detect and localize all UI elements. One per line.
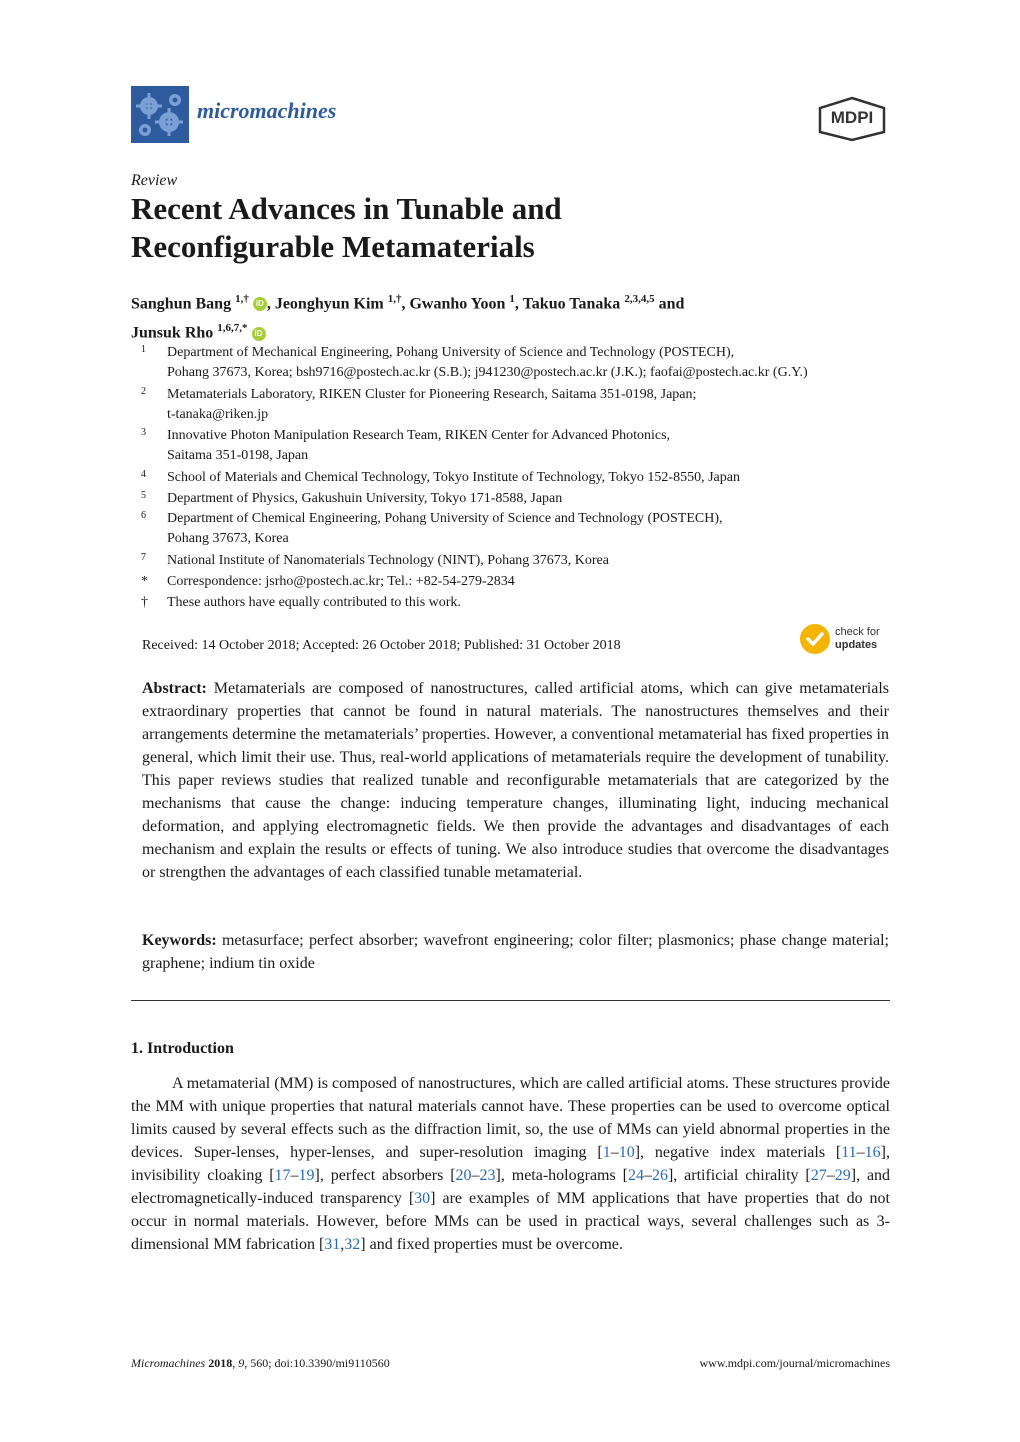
publication-dates: Received: 14 October 2018; Accepted: 26 October 2018; Published: 31 October 2018: [142, 638, 621, 653]
author-sep: ,: [514, 295, 523, 313]
affiliation-mark: 4: [141, 469, 146, 480]
check-line-2: updates: [835, 639, 878, 651]
citation-link[interactable]: 31: [324, 1236, 341, 1253]
mdpi-logo: [816, 96, 888, 142]
mdpi-logo-text: MDPI: [830, 108, 874, 127]
affiliation-5: [131, 489, 891, 509]
affiliation-7: [131, 551, 891, 571]
citation-link[interactable]: 32: [344, 1236, 361, 1253]
affiliation-line: These authors have equally contributed to this work.: [167, 595, 461, 610]
affiliation-line: t-tanaka@riken.jp: [167, 407, 269, 422]
affiliation-6: [131, 509, 891, 550]
affiliation-mark: 5: [141, 490, 146, 501]
citation-link[interactable]: 1: [602, 1144, 611, 1161]
affiliation-mark: 2: [141, 386, 146, 397]
author-name: Gwanho Yoon: [409, 295, 506, 313]
footer-doi: , 560; doi:10.3390/mi9110560: [244, 1356, 390, 1370]
citation-link[interactable]: 29: [834, 1167, 851, 1184]
journal-logo: [131, 86, 189, 143]
orcid-icon[interactable]: iD: [253, 297, 267, 311]
intro-text: ] and fixed properties must be overcome.: [360, 1236, 623, 1253]
title-line-2: Reconfigurable Metamaterials: [131, 229, 535, 264]
affiliation-line: Pohang 37673, Korea: [167, 531, 289, 546]
author-name: Jeonghyun Kim: [274, 295, 384, 313]
affiliation-line: Department of Physics, Gakushuin University, Tokyo 171-8588, Japan: [167, 491, 563, 506]
citation-link[interactable]: 23: [479, 1167, 496, 1184]
affiliation-mark: 3: [141, 427, 146, 438]
gears-icon: [131, 86, 189, 143]
affiliation-line: Innovative Photon Manipulation Research Team, RIKEN Center for Advanced Photonics,: [167, 428, 671, 443]
intro-text: ], negative index materials [: [634, 1144, 842, 1161]
citation-link[interactable]: 11: [841, 1144, 857, 1161]
intro-text: A metamaterial (MM) is composed of nanostructures, which are called artificial atoms. These structures provide the MM with unique properties that natural materials cannot have. These properties can be used to overcome optical limits caused by several effects such as the diffraction limit, so, the use of MMs can yield abnormal properties in the devices. Super-lenses, hyper-lenses, and super-resolution imaging [: [131, 1075, 890, 1161]
affiliation-3: [131, 426, 891, 467]
section-heading: 1. Introduction: [131, 1040, 234, 1057]
citation-link[interactable]: 20: [455, 1167, 472, 1184]
citation-link[interactable]: 17: [274, 1167, 291, 1184]
journal-name: micromachines: [197, 98, 337, 123]
footer-journal: Micromachines: [131, 1356, 206, 1370]
article-type: Review: [131, 172, 178, 189]
citation-link[interactable]: 30: [414, 1190, 431, 1207]
intro-text: –: [643, 1167, 652, 1184]
citation-link[interactable]: 24: [627, 1167, 644, 1184]
affiliation-mark: 1: [141, 344, 146, 355]
intro-text: –: [610, 1144, 619, 1161]
section-divider: [131, 1000, 890, 1001]
intro-text: ], perfect absorbers [: [314, 1167, 456, 1184]
author-sep: and: [654, 295, 685, 313]
affiliation-mark: †: [141, 595, 148, 610]
intro-text: ], meta-holograms [: [495, 1167, 628, 1184]
keywords: [142, 929, 889, 975]
citation-link[interactable]: 16: [864, 1144, 881, 1161]
affiliation-line: Correspondence: jsrho@postech.ac.kr; Tel.: +82-54-279-2834: [167, 574, 515, 589]
author-sup: 1,6,7,*: [217, 322, 248, 335]
citation-link[interactable]: 26: [651, 1167, 668, 1184]
keywords-label: Keywords:: [142, 932, 217, 949]
citation-link[interactable]: 10: [618, 1144, 635, 1161]
author-sep: ,: [401, 295, 410, 313]
affiliation-4: [131, 468, 891, 488]
citation-link[interactable]: 19: [298, 1167, 315, 1184]
abstract-label: Abstract:: [142, 680, 207, 697]
introduction-paragraph: [131, 1072, 890, 1256]
checkmark-icon: [800, 624, 830, 654]
check-line-1: check for: [835, 626, 880, 638]
keywords-text: metasurface; perfect absorber; wavefront engineering; color filter; plasmonics; phase change material; graphene; indium tin oxide: [142, 932, 890, 972]
intro-text: ] are examples of MM applications that have properties that do not occur in normal materials. However, before MMs can be used in practical ways, several challenges such as 3-dimensional MM fabrication [: [131, 1190, 890, 1253]
affiliation-mark: 7: [141, 552, 146, 563]
affiliation-line: School of Materials and Chemical Technology, Tokyo Institute of Technology, Tokyo 152-8550, Japan: [167, 470, 740, 485]
author-sup: 2,3,4,5: [624, 293, 655, 305]
abstract: [142, 677, 889, 884]
intro-text: ], invisibility cloaking [: [131, 1144, 890, 1184]
abstract-text: Metamaterials are composed of nanostructures, called artificial atoms, which can give metamaterials extraordinary properties that cannot be found in natural materials. The nanostructures themselves and their arrangements determine the metamaterials’ properties. However, a conventional metamaterial has fixed properties in general, which limit their use. Thus, real-world applications of metamaterials require the development of tunability. This paper reviews studies that realized tunable and reconfigurable metamaterials that are categorized by the mechanisms that cause the change: inducing temperature changes, illuminating light, inducing mechanical deformation, and applying electromagnetic fields. We then provide the advantages and disadvantages of each mechanism and explain the results or effects of tuning. We also introduce studies that overcome the disadvantages or strengthen the advantages of each classified tunable metamaterial.: [142, 680, 890, 881]
citation-link[interactable]: 27: [810, 1167, 827, 1184]
author-sup: 1,†: [235, 293, 249, 305]
intro-text: –: [290, 1167, 299, 1184]
intro-text: –: [471, 1167, 480, 1184]
footer-url[interactable]: www.mdpi.com/journal/micromachines: [699, 1356, 890, 1370]
author-list: [131, 287, 891, 346]
affiliation-line: Department of Mechanical Engineering, Pohang University of Science and Technology (POSTECH),: [167, 345, 735, 360]
author-name: Takuo Tanaka: [522, 295, 621, 313]
intro-text: –: [856, 1144, 865, 1161]
affiliation-mark: 6: [141, 510, 146, 521]
affiliation-2: [131, 385, 891, 426]
footer-citation: Micromachines 2018, 9, 560; doi:10.3390/mi9110560: [131, 1356, 390, 1370]
affiliation-line: Pohang 37673, Korea; bsh9716@postech.ac.kr (S.B.); j941230@postech.ac.kr (J.K.); faofai@postech.ac.kr (G.Y.): [167, 365, 808, 380]
author-name: Sanghun Bang: [131, 295, 232, 313]
check-for-updates-badge[interactable]: [800, 624, 895, 656]
affiliation-1: [131, 343, 891, 384]
correspondence: [131, 572, 891, 592]
equal-contribution-note: [131, 593, 891, 613]
affiliation-mark: *: [141, 574, 148, 589]
author-sup: 1,†: [387, 293, 402, 305]
author-sup: 1: [509, 293, 515, 305]
affiliation-line: Metamaterials Laboratory, RIKEN Cluster for Pioneering Research, Saitama 351-0198, Japan;: [167, 387, 697, 402]
footer-volume: 9: [238, 1356, 245, 1370]
intro-text: ,: [340, 1236, 345, 1253]
affiliation-line: Saitama 351-0198, Japan: [167, 448, 309, 463]
author-sep: ,: [266, 295, 275, 313]
intro-text: ], artificial chirality [: [667, 1167, 811, 1184]
affiliation-line: Department of Chemical Engineering, Pohang University of Science and Technology (POSTECH),: [167, 511, 723, 526]
intro-text: –: [826, 1167, 835, 1184]
article-title: [131, 190, 851, 266]
orcid-icon[interactable]: iD: [252, 327, 266, 341]
intro-text: ], and electromagnetically-induced transparency [: [131, 1167, 891, 1207]
author-name: Junsuk Rho: [131, 324, 214, 342]
footer-year: 2018: [208, 1356, 233, 1370]
affiliation-line: National Institute of Nanomaterials Technology (NINT), Pohang 37673, Korea: [167, 553, 609, 568]
title-line-1: Recent Advances in Tunable and: [131, 191, 562, 226]
